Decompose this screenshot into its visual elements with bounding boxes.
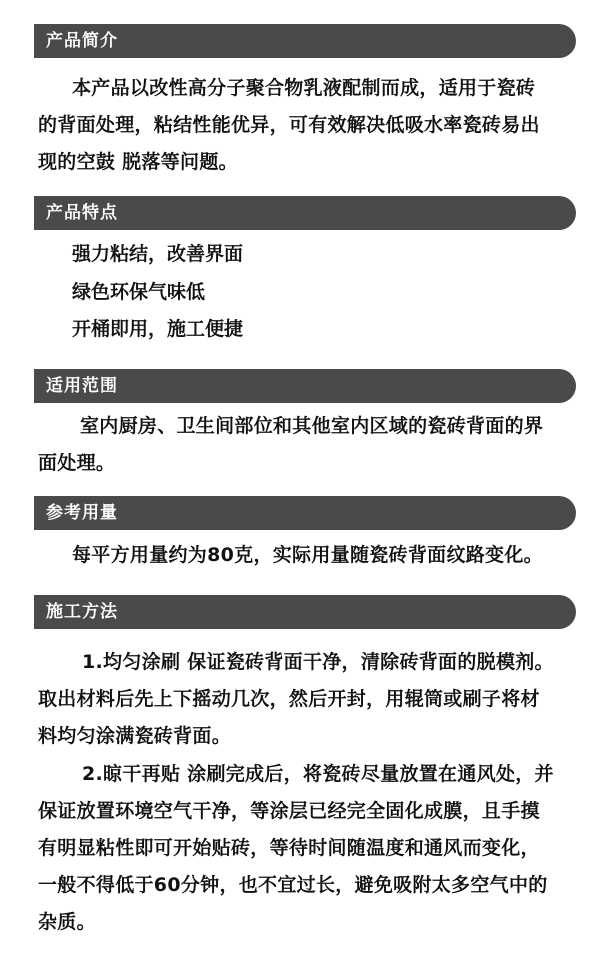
section-title-method: 施工方法 xyxy=(46,602,118,622)
section-header-features xyxy=(34,196,576,230)
section-title-intro: 产品简介 xyxy=(46,31,118,51)
method-step2-line: 杂质。 xyxy=(38,911,96,933)
method-step1-line: 料均匀涂满瓷砖背面。 xyxy=(38,725,232,747)
section-title-scope: 适用范围 xyxy=(46,376,118,396)
method-step2-line: 保证放置环境空气干净，等涂层已经完全固化成膜，且手摸 xyxy=(38,800,540,822)
method-step-1 xyxy=(38,644,568,755)
section-header-usage xyxy=(34,496,576,530)
intro-line: 现的空鼓 脱落等问题。 xyxy=(38,151,238,173)
method-step-2 xyxy=(38,756,568,941)
section-title-features: 产品特点 xyxy=(46,203,118,223)
section-header-method xyxy=(34,595,576,629)
scope-line: 室内厨房、卫生间部位和其他室内区域的瓷砖背面的界 xyxy=(80,415,544,437)
usage-paragraph xyxy=(38,537,568,574)
scope-line: 面处理。 xyxy=(38,452,116,474)
method-step2-line: 一般不得低于60分钟，也不宜过长，避免吸附太多空气中的 xyxy=(38,874,548,896)
feature-item: 绿色环保气味低 xyxy=(72,281,206,303)
scope-paragraph xyxy=(38,408,568,482)
feature-item: 开桶即用，施工便捷 xyxy=(72,318,244,340)
section-title-usage: 参考用量 xyxy=(46,503,118,523)
section-header-intro xyxy=(34,24,576,58)
method-step1-line: 取出材料后先上下摇动几次，然后开封，用辊筒或刷子将材 xyxy=(38,688,540,710)
intro-line: 的背面处理，粘结性能优异，可有效解决低吸水率瓷砖易出 xyxy=(38,114,540,136)
method-step1-line: 1.均匀涂刷 保证瓷砖背面干净，清除砖背面的脱模剂。 xyxy=(82,651,554,673)
method-step2-line: 2.晾干再贴 涂刷完成后，将瓷砖尽量放置在通风处，并 xyxy=(82,763,554,785)
intro-line: 本产品以改性高分子聚合物乳液配制而成，适用于瓷砖 xyxy=(72,77,536,99)
method-step2-line: 有明显粘性即可开始贴砖，等待时间随温度和通风而变化， xyxy=(38,837,540,859)
intro-paragraph xyxy=(38,70,568,181)
section-header-scope xyxy=(34,369,576,403)
feature-item: 强力粘结，改善界面 xyxy=(72,243,244,265)
usage-line: 每平方用量约为80克，实际用量随瓷砖背面纹路变化。 xyxy=(72,544,543,566)
